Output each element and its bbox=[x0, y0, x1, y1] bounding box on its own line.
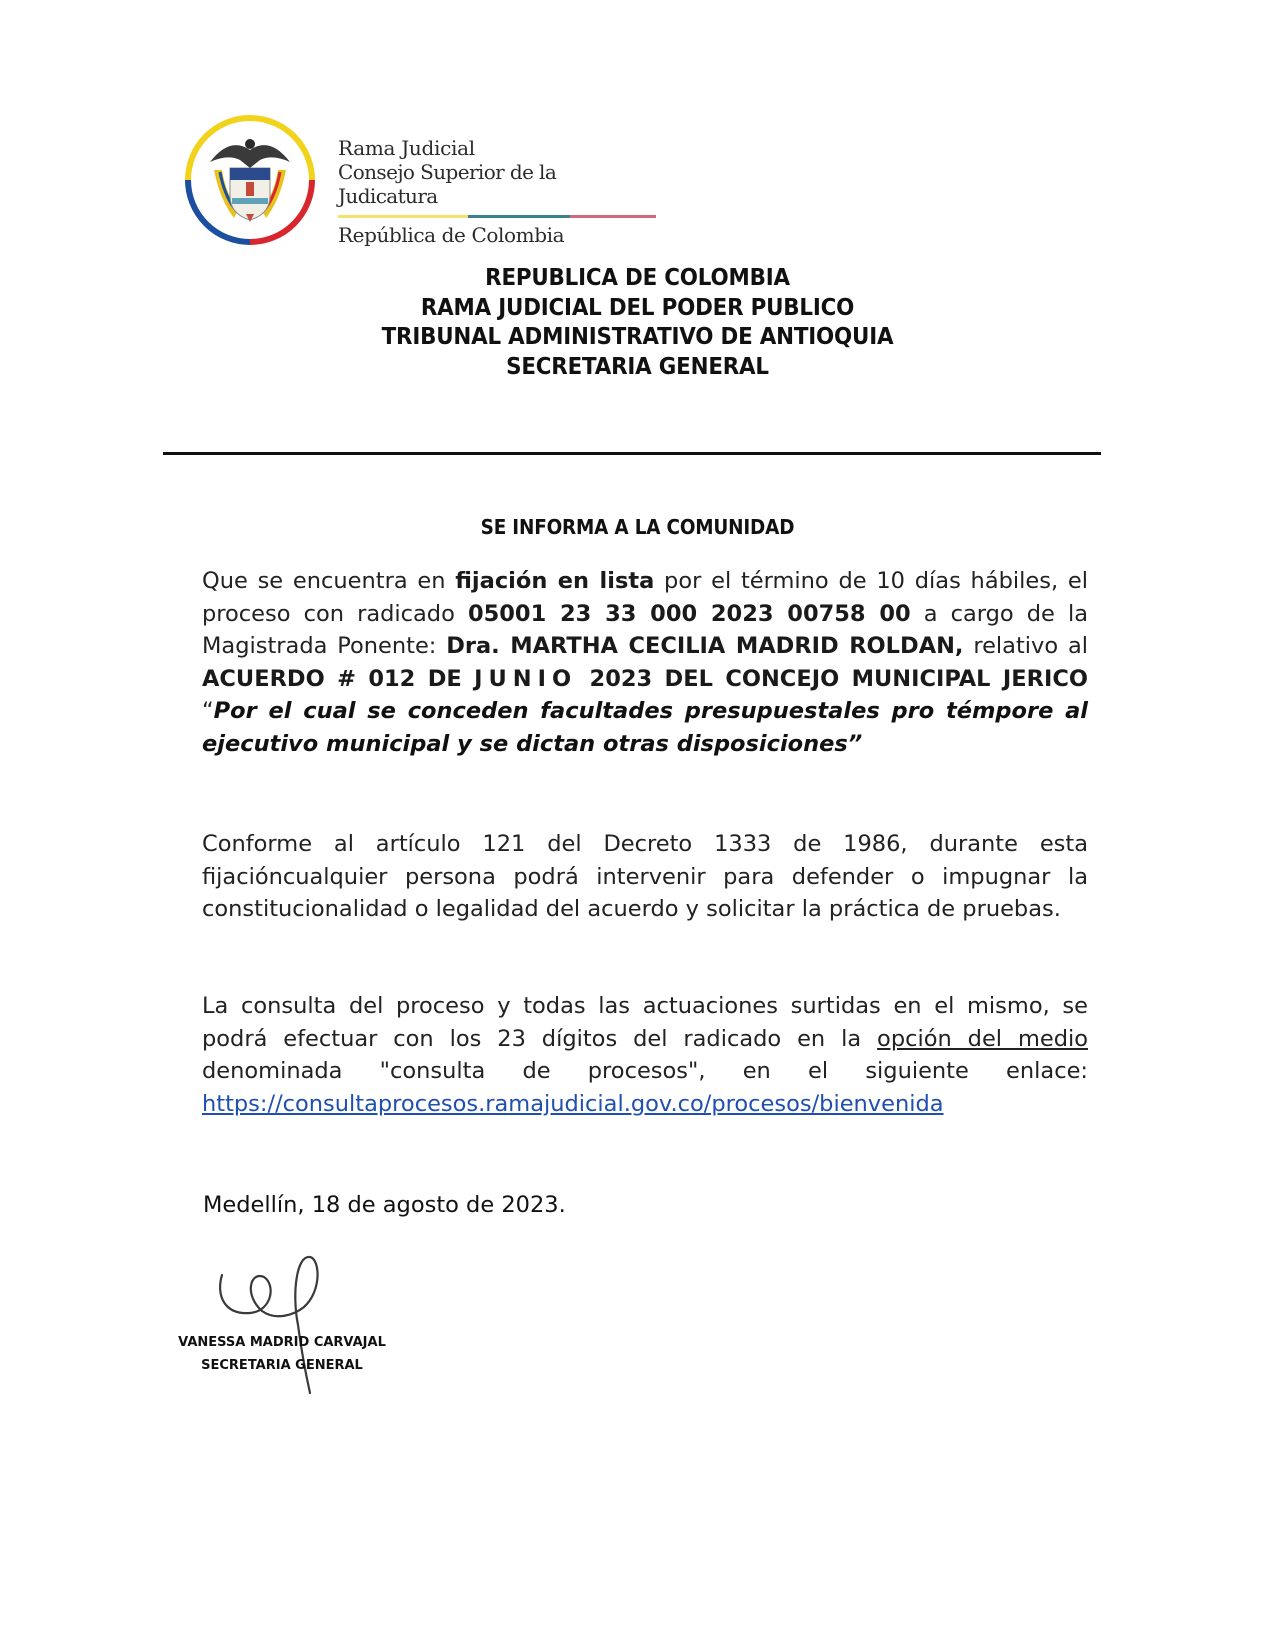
p1-acuerdo: ACUERDO # 012 DE bbox=[202, 665, 475, 692]
notice-heading bbox=[0, 515, 1275, 539]
document-header bbox=[0, 264, 1275, 382]
signer-name: VANESSA MADRID CARVAJAL bbox=[178, 1335, 386, 1350]
p3-text: denominada "consulta de procesos", en el siguiente enlace: bbox=[202, 1058, 1088, 1084]
logo-rule-red bbox=[570, 215, 656, 218]
header-divider bbox=[163, 452, 1101, 455]
handwritten-signature-icon bbox=[210, 1255, 350, 1395]
p3-text: La consulta del proceso y todas las actuaciones surtidas en el mismo, se podrá efectuar con los 23 dígitos del radicado en la bbox=[202, 993, 1088, 1052]
logo-text bbox=[338, 136, 658, 247]
p1-radicado-number: 05001 23 33 000 2023 00758 00 bbox=[467, 600, 911, 627]
p1-quote-open: “ bbox=[202, 698, 214, 724]
logo-rule-yellow bbox=[338, 215, 468, 218]
p3-opcion-del-medio: opción del medio bbox=[877, 1025, 1089, 1052]
header-line-republica: REPUBLICA DE COLOMBIA bbox=[485, 265, 790, 291]
header-line-secretaria: SECRETARIA GENERAL bbox=[506, 353, 769, 380]
logo-rama-judicial: Rama Judicial bbox=[338, 136, 475, 160]
p1-text: Que se encuentra en bbox=[202, 568, 456, 594]
colombia-coat-of-arms-seal-icon bbox=[180, 110, 320, 250]
logo-republica-de-colombia: República de Colombia bbox=[338, 223, 565, 247]
p1-fijacion-en-lista: fijación en lista bbox=[455, 568, 655, 594]
logo-tricolor-rule bbox=[338, 215, 656, 218]
notice-paragraph-2: Conforme al artículo 121 del Decreto 1333 de 1986, durante esta fijacióncualquier persona podrá intervenir para defender o impugnar la constitucionalidad o legalidad del acuerdo y solicitar la práctica de pruebas. bbox=[202, 831, 1088, 922]
logo-consejo-superior: Consejo Superior de la Judicatura bbox=[338, 160, 557, 208]
logo-rule-blue bbox=[468, 215, 570, 218]
rama-judicial-logo bbox=[180, 110, 660, 250]
p1-acuerdo-concejo: 2023 DEL CONCEJO MUNICIPAL JERICO bbox=[577, 665, 1088, 692]
p1-magistrada-name: Dra. MARTHA CECILIA MADRID ROLDAN, bbox=[446, 633, 964, 659]
p1-text: a cargo de la Magistrada Ponente: bbox=[202, 600, 1089, 659]
p1-text: relativo al bbox=[963, 633, 1088, 659]
p1-text: por el término de 10 días hábiles, el proceso con radicado bbox=[202, 568, 1088, 627]
notice-heading-text: SE INFORMA A LA COMUNIDAD bbox=[480, 515, 795, 539]
p1-acuerdo-month: JUNIO bbox=[474, 665, 578, 692]
header-line-tribunal: TRIBUNAL ADMINISTRATIVO DE ANTIOQUIA bbox=[381, 324, 894, 350]
consulta-procesos-link[interactable]: https://consultaprocesos.ramajudicial.gov.co/procesos/bienvenida bbox=[202, 1090, 944, 1117]
notice-paragraph-1 bbox=[202, 565, 1088, 760]
signer-title: SECRETARIA GENERAL bbox=[201, 1358, 363, 1373]
header-line-rama-judicial: RAMA JUDICIAL DEL PODER PUBLICO bbox=[420, 294, 855, 321]
p1-acuerdo-title: Por el cual se conceden facultades presupuestales pro témpore al ejecutivo municipal y se dictan otras disposiciones” bbox=[202, 698, 1088, 757]
notice-paragraph-3 bbox=[202, 990, 1088, 1120]
document-date: Medellín, 18 de agosto de 2023. bbox=[203, 1192, 566, 1218]
